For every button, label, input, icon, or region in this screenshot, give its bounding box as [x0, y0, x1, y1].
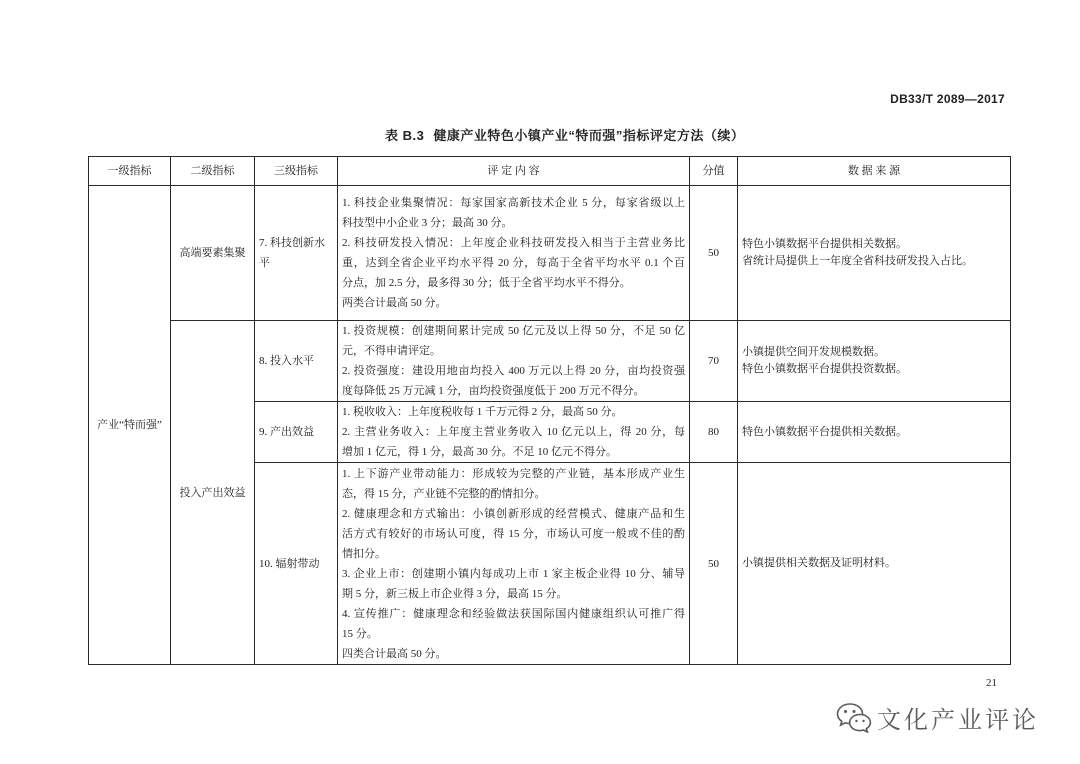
- level1-indicator-cell: [89, 186, 171, 665]
- content-line: 2. 健康理念和方式输出：小镇创新形成的经营模式、健康产品和生: [342, 507, 685, 520]
- content-line: 两类合计最高 50 分。: [342, 297, 447, 309]
- content-line: 活方式有较好的市场认可度，得 15 分，市场认可度一般或不佳的酌: [342, 527, 685, 540]
- content-line: 重，达到全省企业平均水平得 20 分，每高于全省平均水平 0.1 个百: [342, 257, 685, 269]
- content-line: 1. 科技企业集聚情况：每家国家高新技术企业 5 分，每家省级以上: [342, 197, 685, 209]
- table-title-text: 健康产业特色小镇产业“特而强”指标评定方法（续）: [433, 128, 745, 143]
- column-header-level1: 一级指标: [89, 157, 171, 186]
- source-line: 特色小镇数据平台提供投资数据。: [742, 363, 907, 375]
- source-line: 特色小镇数据平台提供相关数据。: [742, 238, 907, 250]
- data-source-cell: [738, 463, 1011, 665]
- wechat-icon: [836, 701, 877, 733]
- source-line: 省统计局提供上一年度全省科技研发投入占比。: [742, 255, 973, 267]
- score-cell: [690, 402, 738, 463]
- content-line: 分点，加 2.5 分，最多得 30 分；低于全省平均水平不得分。: [342, 277, 631, 289]
- content-line: 2. 投资强度：建设用地亩均投入 400 万元以上得 20 分，亩均投资强: [342, 365, 685, 377]
- content-line: 元，不得申请评定。: [342, 345, 441, 357]
- level3-indicator-label: 10. 辐射带动: [259, 557, 320, 570]
- data-source-cell: [738, 321, 1011, 402]
- content-line: 1. 税收收入：上年度税收每 1 千万元得 2 分，最高 50 分。: [342, 406, 623, 418]
- score-cell: [690, 186, 738, 321]
- level3-indicator-label: 8. 投入水平: [259, 355, 314, 367]
- column-header-level2: 二级指标: [171, 157, 255, 186]
- score-cell: [690, 321, 738, 402]
- content-line: 3. 企业上市：创建期小镇内每成功上市 1 家主板企业得 10 分、辅导: [342, 567, 685, 580]
- level3-indicator-label: 平: [259, 257, 270, 269]
- level3-indicator-label: 7. 科技创新水: [259, 237, 325, 249]
- watermark: [836, 700, 1039, 734]
- level2-indicator-cell: [171, 321, 255, 665]
- source-line: 特色小镇数据平台提供相关数据。: [742, 425, 907, 438]
- table-number: 表 B.3: [385, 128, 425, 143]
- content-line: 情扣分。: [342, 547, 386, 560]
- level3-indicator-cell: [255, 186, 338, 321]
- page-number: 21: [986, 677, 997, 689]
- evaluation-content-cell: [338, 186, 690, 321]
- evaluation-content-cell: [338, 463, 690, 665]
- level1-indicator-label: 产业“特而强”: [97, 419, 162, 431]
- content-line: 4. 宣传推广：健康理念和经验做法获国际国内健康组织认可推广得: [342, 607, 685, 620]
- table-title: [385, 125, 744, 144]
- content-line: 期 5 分，新三板上市企业得 3 分，最高 15 分。: [342, 587, 568, 600]
- table-row: [89, 186, 1011, 321]
- level3-indicator-cell: [255, 321, 338, 402]
- column-header-score: 分值: [690, 157, 738, 186]
- column-header-content: 评 定 内 容: [338, 157, 690, 186]
- level2-indicator-label: 投入产出效益: [179, 486, 246, 499]
- level2-indicator-label: 高端要素集聚: [179, 247, 246, 259]
- level3-indicator-label: 9. 产出效益: [259, 426, 314, 438]
- column-header-source: 数 据 来 源: [738, 157, 1011, 186]
- level3-indicator-cell: [255, 463, 338, 665]
- evaluation-content-cell: [338, 402, 690, 463]
- content-line: 15 分。: [342, 627, 378, 640]
- content-line: 1. 上下游产业带动能力：形成较为完整的产业链，基本形成产业生: [342, 467, 685, 480]
- content-line: 增加 1 亿元，得 1 分，最高 30 分。不足 10 亿元不得分。: [342, 446, 617, 458]
- score-value: 50: [708, 247, 719, 259]
- data-source-cell: [738, 186, 1011, 321]
- data-source-cell: [738, 402, 1011, 463]
- level2-indicator-cell: [171, 186, 255, 321]
- content-line: 2. 科技研发投入情况：上年度企业科技研发投入相当于主营业务比: [342, 237, 685, 249]
- watermark-text: 文化产业评论: [877, 705, 1039, 734]
- content-line: 度每降低 25 万元减 1 分，亩均投资强度低于 200 万元不得分。: [342, 385, 645, 397]
- content-line: 态，得 15 分，产业链不完整的酌情扣分。: [342, 487, 546, 500]
- source-line: 小镇提供空间开发规模数据。: [742, 346, 885, 358]
- source-line: 小镇提供相关数据及证明材料。: [742, 557, 896, 569]
- level3-indicator-cell: [255, 402, 338, 463]
- document-code: DB33/T 2089—2017: [890, 92, 1005, 106]
- content-line: 科技型中小企业 3 分；最高 30 分。: [342, 217, 513, 229]
- column-header-level3: 三级指标: [255, 157, 338, 186]
- score-value: 50: [708, 557, 719, 570]
- score-cell: [690, 463, 738, 665]
- indicator-table: [88, 156, 1011, 665]
- header-row: [89, 157, 1011, 186]
- content-line: 四类合计最高 50 分。: [342, 647, 447, 660]
- table-row: [89, 321, 1011, 402]
- content-line: 1. 投资规模：创建期间累计完成 50 亿元及以上得 50 分，不足 50 亿: [342, 325, 685, 337]
- evaluation-content-cell: [338, 321, 690, 402]
- score-value: 70: [708, 355, 719, 367]
- content-line: 2. 主营业务收入：上年度主营业务收入 10 亿元以上，得 20 分，每: [342, 426, 685, 438]
- score-value: 80: [708, 426, 719, 438]
